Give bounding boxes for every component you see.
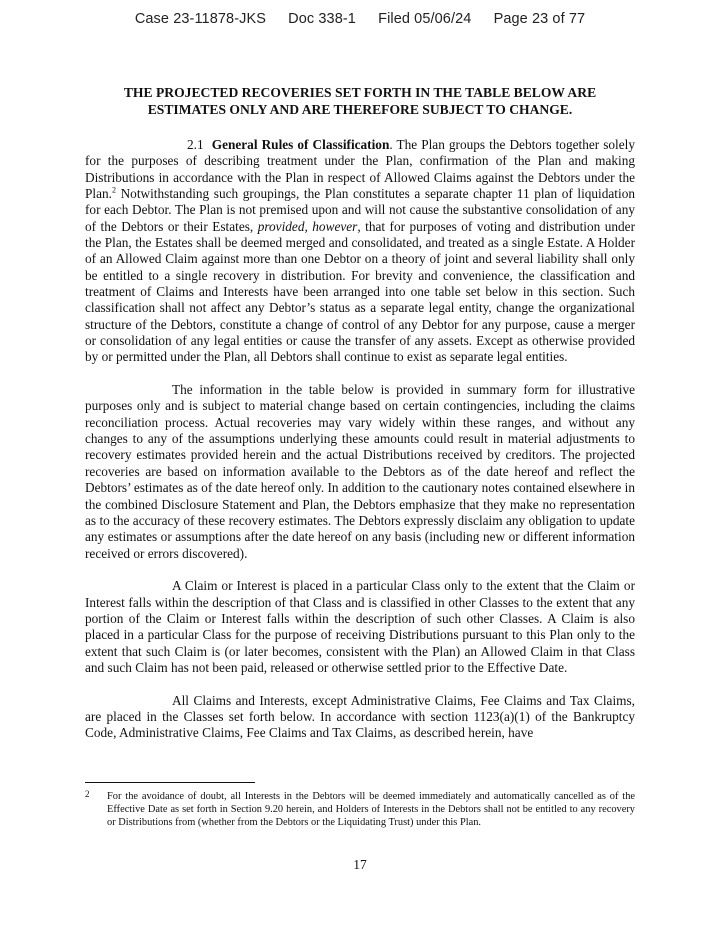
paragraph-summary-disclaimer: The information in the table below is provided in summary form for illustrative purposes only and is subject to material change based on certain contingencies, including the claims reconciliation process. Actual recoveries may vary widely within these ranges, and without any changes to any of the assumptions underlying these amounts could result in material adjustments to recovery estimates provided herein and the actual Distributions received by creditors. The projected recoveries are based on information available to the Debtors as of the date hereof and reflect the Debtors’ estimates as of the date hereof only. In addition to the cautionary notes contained elsewhere in the combined Disclosure Statement and Plan, the Debtors emphasize that they make no representation as to the accuracy of these recovery estimates. The Debtors expressly disclaim any obligation to update any estimates or assumptions after the date hereof on any basis (including new or different information received or errors discovered). [85, 382, 635, 561]
paragraph-text: . The Plan groups the Debtors together solely for the purposes of describing treatment under the Plan, confirmation of the Plan and making Distributions in accordance with the Plan in respect of Allowed Claims against the Debtors under the Plan. [85, 137, 635, 202]
footnote-reference: 2 [111, 185, 116, 195]
paragraph-class-placement: A Claim or Interest is placed in a particular Class only to the extent that the Claim or Interest falls within the description of that Class and is classified in other Classes to the extent that any portion of the Claim or Interest falls within the description of such other Classes. A Claim is also placed in a particular Class for the purpose of receiving Distributions pursuant to this Plan only to the extent that such Claim is (or later becomes, consistent with the Plan) an Allowed Claim in that Class and such Claim has not been paid, released or otherwise settled prior to the Effective Date. [85, 578, 635, 675]
main-body [85, 137, 635, 742]
court-filing-header [0, 11, 720, 27]
italic-phrase: provided, however [257, 218, 358, 234]
recovery-estimate-warning: THE PROJECTED RECOVERIES SET FORTH IN THE TABLE BELOW ARE ESTIMATES ONLY AND ARE THEREFORE SUBJECT TO CHANGE. [123, 85, 597, 117]
footnote-number: 2 [85, 789, 90, 799]
filed-date: Filed 05/06/24 [378, 11, 472, 27]
paragraph-classification-rules [85, 137, 635, 366]
footnote-text: For the avoidance of doubt, all Interests in the Debtors will be deemed immediately and automatically cancelled as of the Effective Date as set forth in Section 9.20 herein, and Holders of Interests in the Debtors shall not be entitled to any recovery or Distributions from (whether from the Debtors or the Liquidating Trust) under this Plan. [107, 791, 635, 829]
footnote-divider [85, 782, 255, 783]
section-number: 2.1 [187, 137, 204, 152]
paragraph-text: Notwithstanding such groupings, the Plan constitutes a separate chapter 11 plan of liquidation for each Debtor. The Plan is not premised upon and will not cause the substantive consolidation of any of the Debtors or their Estates, [85, 186, 635, 234]
page-number: 17 [353, 857, 367, 872]
case-number: Case 23-11878-JKS [134, 11, 267, 27]
section-title: General Rules of Classification [211, 137, 390, 152]
paragraph-text: , that for purposes of voting and distribution under the Plan, the Estates shall be deemed merged and consolidated, and treated as a single Estate. A Holder of an Allowed Claim against more than one Debtor on a theory of joint and several liability shall only be entitled to a single recovery in distribution. For brevity and convenience, the classification and treatment of Claims and Interests have been arranged into one table set below in this section. Such classification shall not affect any Debtor’s status as a separate legal entity, change the organizational structure of the Debtors, constitute a change of control of any Debtor for any purpose, cause a merger or consolidation of any legal entities or cause the transfer of any assets. Except as otherwise provided by or permitted under the Plan, all Debtors shall continue to exist as separate legal entities. [85, 218, 636, 365]
page-count: Page 23 of 77 [493, 11, 586, 27]
document-number: Doc 338-1 [288, 11, 356, 27]
paragraph-classes-set-forth: All Claims and Interests, except Administrative Claims, Fee Claims and Tax Claims, are placed in the Classes set forth below. In accordance with section 1123(a)(1) of the Bankruptcy Code, Administrative Claims, Fee Claims and Tax Claims, as described herein, have [85, 692, 635, 741]
footnote [85, 790, 635, 830]
